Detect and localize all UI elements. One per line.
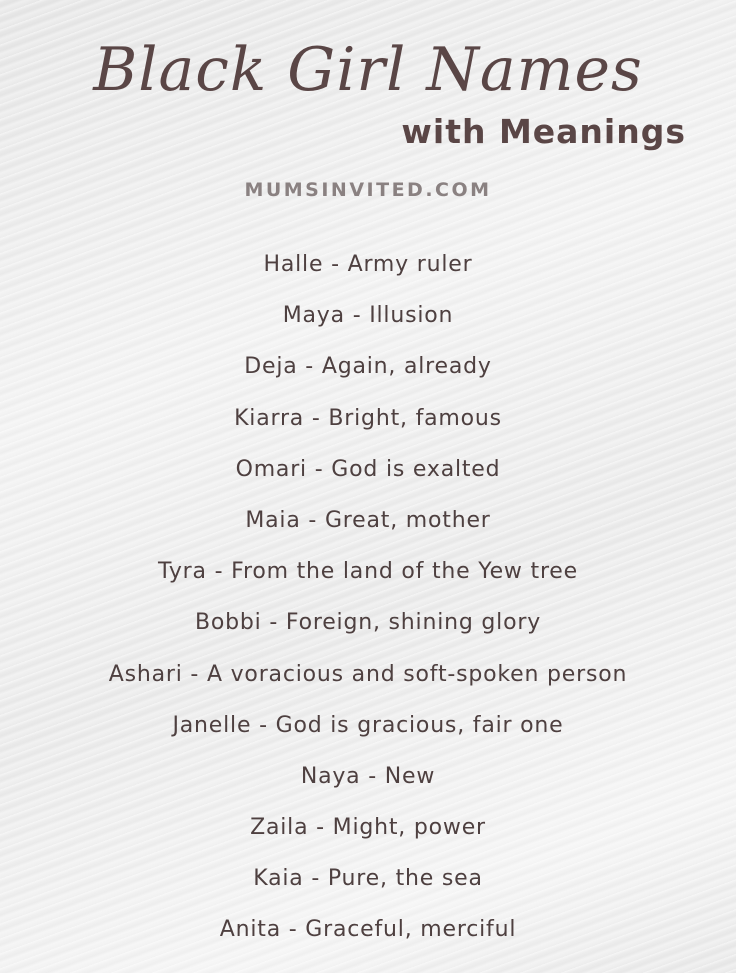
list-item: Anita - Graceful, merciful bbox=[219, 917, 517, 943]
site-name: MUMSINVITED.COM bbox=[244, 179, 492, 201]
list-item: Kaia - Pure, the sea bbox=[253, 866, 483, 892]
page-title: Black Girl Names bbox=[93, 35, 643, 105]
list-item: Deja - Again, already bbox=[244, 354, 492, 380]
list-item: Zaila - Might, power bbox=[250, 815, 486, 841]
list-item: Bobbi - Foreign, shining glory bbox=[194, 610, 542, 636]
list-item: Maya - Illusion bbox=[282, 303, 454, 329]
list-item: Kiarra - Bright, famous bbox=[234, 405, 502, 431]
list-item: Maia - Great, mother bbox=[245, 507, 491, 533]
list-item: Naya - New bbox=[300, 763, 436, 789]
list-item: Halle - Army ruler bbox=[263, 252, 473, 277]
page-subtitle: with Meanings bbox=[401, 112, 686, 151]
names-list bbox=[0, 246, 736, 963]
list-item: Omari - God is exalted bbox=[235, 456, 501, 482]
list-item: Tyra - From the land of the Yew tree bbox=[158, 559, 578, 585]
list-item: Janelle - God is gracious, fair one bbox=[172, 712, 564, 738]
list-item: Ashari - A voracious and soft-spoken person bbox=[108, 661, 628, 687]
